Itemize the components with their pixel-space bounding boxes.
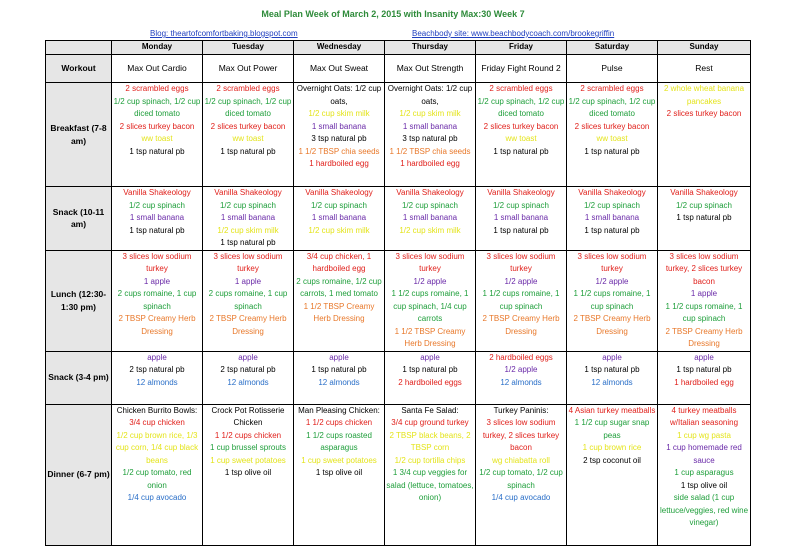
meal-item: 1 cup brussel sprouts bbox=[209, 443, 287, 452]
day-header-monday: Monday bbox=[112, 41, 203, 55]
meal-item: apple bbox=[329, 352, 349, 362]
cell-lunch-wednesday bbox=[294, 250, 385, 351]
meal-item: 1 1/2 TBSP chia seeds bbox=[298, 146, 380, 156]
row-workout bbox=[46, 55, 751, 83]
cell-snack-am-friday bbox=[476, 187, 567, 251]
meal-item: 2 slices turkey bacon bbox=[119, 121, 195, 131]
cell-dinner-wednesday bbox=[294, 404, 385, 545]
meal-item: 1/2 cup brown rice, 1/3 cup corn, 1/4 cup black beans bbox=[115, 430, 199, 465]
row-label-snack-pm: Snack (3-4 pm) bbox=[46, 351, 112, 404]
corner-cell bbox=[46, 41, 112, 55]
cell-lunch-monday bbox=[112, 250, 203, 351]
meal-item: 1 tsp olive oil bbox=[680, 480, 728, 490]
row-dinner bbox=[46, 404, 751, 545]
meal-item: 3 slices low sodium turkey bbox=[122, 251, 192, 273]
meal-item: Pulse bbox=[601, 63, 623, 74]
meal-item: 1 tsp natural pb bbox=[584, 146, 640, 156]
meal-item: 2 cups romaine, 1 cup spinach bbox=[208, 289, 288, 311]
meal-item: 1/2 cup spinach, 1/2 cup diced tomato bbox=[568, 96, 656, 118]
meal-item: 1 cup sweet potatoes bbox=[301, 455, 377, 465]
meal-item: 12 almonds bbox=[500, 377, 542, 387]
meal-item: 1 1/2 cups romaine, 1 cup spinach, 1/4 cup carrots bbox=[391, 289, 469, 323]
meal-item: 1 tsp natural pb bbox=[311, 365, 367, 374]
meal-item: 1 small banana bbox=[129, 213, 185, 222]
meal-plan-table bbox=[45, 40, 751, 546]
meal-item: 1/2 cup spinach bbox=[128, 200, 186, 210]
meal-item: 3 slices low sodium turkey bbox=[577, 251, 647, 273]
meal-item: 1 tsp natural pb bbox=[129, 146, 185, 156]
cell-snack-pm-tuesday bbox=[203, 351, 294, 404]
cell-snack-pm-wednesday bbox=[294, 351, 385, 404]
meal-item: Vanilla Shakeology bbox=[487, 188, 555, 197]
meal-item: 1 tsp natural pb bbox=[129, 225, 185, 235]
meal-item: 1 tsp natural pb bbox=[584, 225, 640, 235]
meal-item: 3 slices low sodium turkey bbox=[486, 251, 556, 273]
meal-item: 2 hardboiled eggs bbox=[489, 352, 553, 362]
meal-item: apple bbox=[238, 352, 258, 362]
meal-item: 1 small banana bbox=[220, 213, 276, 222]
meal-item: 2 TBSP Creamy Herb Dressing bbox=[482, 314, 560, 336]
meal-item: 1/2 apple bbox=[595, 276, 629, 286]
meal-item: 3 tsp natural pb bbox=[311, 134, 367, 143]
day-header-friday: Friday bbox=[476, 41, 567, 55]
meal-item: 1 tsp olive oil bbox=[315, 468, 363, 477]
meal-item: 1 hardboiled egg bbox=[400, 159, 460, 168]
meal-item: 1 apple bbox=[234, 276, 262, 286]
meal-item: 1/2 cup spinach bbox=[492, 200, 550, 210]
meal-item: Chicken Burrito Bowls: bbox=[116, 405, 198, 415]
cell-breakfast-sunday bbox=[658, 83, 751, 187]
meal-item: 1 cup wg pasta bbox=[677, 430, 731, 440]
meal-item: apple bbox=[147, 352, 167, 362]
meal-item: 1/2 cup tomato, red onion bbox=[122, 468, 192, 490]
row-label-lunch: Lunch (12:30-1:30 pm) bbox=[46, 250, 112, 351]
cell-dinner-saturday bbox=[567, 404, 658, 545]
cell-workout-sunday bbox=[658, 55, 751, 83]
meal-item: 1 1/2 TBSP Creamy Herb Dressing bbox=[394, 326, 466, 348]
meal-item: ww toast bbox=[141, 134, 173, 143]
meal-item: Man Pleasing Chicken: bbox=[298, 405, 380, 415]
meal-item: 3/4 cup ground turkey bbox=[391, 418, 469, 427]
meal-item: 1 1/2 cups roasted asparagus bbox=[306, 430, 372, 452]
meal-item: 1 tsp natural pb bbox=[402, 365, 458, 374]
meal-item: 1/2 cup skim milk bbox=[399, 109, 461, 118]
cell-workout-tuesday bbox=[203, 55, 294, 83]
meal-item: Vanilla Shakeology bbox=[214, 188, 282, 197]
row-label-snack-am: Snack (10-11 am) bbox=[46, 187, 112, 251]
meal-item: 3 slices low sodium turkey, 2 slices turkey bacon bbox=[482, 418, 560, 452]
row-label-dinner: Dinner (6-7 pm) bbox=[46, 404, 112, 545]
page-title: Meal Plan Week of March 2, 2015 with Insanity Max:30 Week 7 bbox=[261, 9, 525, 19]
cell-snack-pm-monday bbox=[112, 351, 203, 404]
meal-item: 4 Asian turkey meatballs bbox=[568, 405, 656, 415]
meal-item: 1 small banana bbox=[402, 213, 458, 222]
meal-item: 12 almonds bbox=[318, 377, 360, 387]
cell-breakfast-saturday bbox=[567, 83, 658, 187]
row-snack-pm bbox=[46, 351, 751, 404]
meal-item: 1 tsp natural pb bbox=[493, 146, 549, 156]
meal-item: 1/2 cup spinach bbox=[583, 200, 641, 210]
meal-item: 1 tsp natural pb bbox=[220, 238, 276, 247]
meal-item: 1 1/2 TBSP chia seeds bbox=[389, 146, 471, 156]
meal-item: 4 turkey meatballs w/Italian seasoning bbox=[669, 405, 739, 427]
meal-item: wg chiabatta roll bbox=[492, 455, 550, 465]
meal-item: 2 scrambled eggs bbox=[580, 84, 644, 93]
meal-item: 1/2 cup tortilla chips bbox=[394, 455, 466, 465]
cell-breakfast-thursday bbox=[385, 83, 476, 187]
meal-item: 2 scrambled eggs bbox=[489, 84, 553, 93]
beachbody-link[interactable]: Beachbody site: www.beachbodycoach.com/brookegriffin bbox=[412, 29, 615, 38]
meal-item: 2 TBSP black beans, 2 TBSP corn bbox=[389, 430, 471, 452]
meal-item: apple bbox=[602, 352, 622, 362]
row-snack-am bbox=[46, 187, 751, 251]
meal-item: 2 whole wheat banana pancakes bbox=[663, 84, 745, 106]
meal-item: 1/2 cup skim milk bbox=[308, 225, 370, 235]
cell-snack-am-saturday bbox=[567, 187, 658, 251]
cell-snack-am-tuesday bbox=[203, 187, 294, 251]
cell-dinner-monday bbox=[112, 404, 203, 545]
meal-item: 2 TBSP Creamy Herb Dressing bbox=[573, 314, 651, 336]
meal-item: 1 small banana bbox=[311, 121, 367, 131]
meal-item: Vanilla Shakeology bbox=[670, 188, 738, 197]
meal-item: Friday Fight Round 2 bbox=[481, 63, 561, 74]
cell-breakfast-tuesday bbox=[203, 83, 294, 187]
meal-item: 1 1/2 cups romaine, 1 cup spinach bbox=[573, 289, 651, 311]
meal-item: ww toast bbox=[505, 134, 537, 143]
meal-item: 1/4 cup avocado bbox=[127, 493, 187, 502]
day-header-tuesday: Tuesday bbox=[203, 41, 294, 55]
cell-dinner-tuesday bbox=[203, 404, 294, 545]
meal-item: Overnight Oats: 1/2 cup oats, bbox=[387, 84, 473, 106]
meal-item: 1 tsp natural pb bbox=[676, 365, 732, 374]
meal-item: 2 slices turkey bacon bbox=[666, 109, 742, 118]
meal-item: 1/2 cup skim milk bbox=[217, 225, 279, 235]
meal-item: 1 1/2 TBSP Creamy Herb Dressing bbox=[303, 301, 375, 323]
meal-item: 1 apple bbox=[690, 289, 718, 298]
meal-item: 1/2 cup tomato, 1/2 cup spinach bbox=[479, 468, 563, 490]
meal-item: 1 1/2 cups chicken bbox=[305, 418, 373, 427]
meal-item: 1/2 cup spinach, 1/2 cup diced tomato bbox=[113, 96, 201, 118]
meal-item: Vanilla Shakeology bbox=[123, 188, 191, 197]
meal-item: 1 tsp natural pb bbox=[493, 225, 549, 235]
meal-item: 3 slices low sodium turkey bbox=[213, 251, 283, 273]
cell-dinner-friday bbox=[476, 404, 567, 545]
meal-item: Max Out Strength bbox=[396, 63, 464, 74]
meal-item: 1 small banana bbox=[493, 213, 549, 222]
meal-item: Crock Pot Rotisserie Chicken bbox=[211, 405, 285, 427]
meal-item: Max Out Power bbox=[218, 63, 278, 74]
meal-item: 1 small banana bbox=[311, 213, 367, 222]
meal-item: 1 tsp olive oil bbox=[224, 468, 272, 477]
meal-item: Vanilla Shakeology bbox=[305, 188, 373, 197]
cell-breakfast-friday bbox=[476, 83, 567, 187]
meal-item: ww toast bbox=[232, 134, 264, 143]
row-lunch bbox=[46, 250, 751, 351]
meal-item: 1 hardboiled egg bbox=[309, 159, 369, 168]
meal-item: 2 slices turkey bacon bbox=[483, 121, 559, 131]
meal-item: 2 tsp natural pb bbox=[129, 365, 185, 374]
meal-item: 12 almonds bbox=[591, 377, 633, 387]
meal-item: Overnight Oats: 1/2 cup oats, bbox=[296, 84, 382, 106]
cell-workout-saturday bbox=[567, 55, 658, 83]
cell-snack-pm-thursday bbox=[385, 351, 476, 404]
cell-lunch-thursday bbox=[385, 250, 476, 351]
meal-item: side salad (1 cup lettuce/veggies, red wine vinegar) bbox=[659, 493, 749, 527]
meal-item: apple bbox=[420, 352, 440, 362]
meal-item: Turkey Paninis: bbox=[493, 405, 549, 415]
blog-link[interactable]: Blog: theartofcomfortbaking.blogspot.com bbox=[150, 29, 298, 38]
meal-item: 1 cup sweet potatoes bbox=[210, 455, 286, 465]
cell-breakfast-monday bbox=[112, 83, 203, 187]
meal-item: Rest bbox=[695, 63, 713, 74]
meal-item: 1 small banana bbox=[584, 213, 640, 222]
cell-snack-am-monday bbox=[112, 187, 203, 251]
meal-item: 3 tsp natural pb bbox=[402, 134, 458, 143]
day-header-saturday: Saturday bbox=[567, 41, 658, 55]
cell-workout-monday bbox=[112, 55, 203, 83]
meal-item: 1/2 cup spinach bbox=[310, 200, 368, 210]
meal-item: 1/2 cup spinach, 1/2 cup diced tomato bbox=[477, 96, 565, 118]
meal-item: 2 TBSP Creamy Herb Dressing bbox=[118, 314, 196, 336]
meal-item: Vanilla Shakeology bbox=[396, 188, 464, 197]
meal-item: 3/4 cup chicken, 1 hardboiled egg bbox=[306, 251, 372, 273]
row-label-workout: Workout bbox=[46, 55, 112, 83]
meal-item: 1/2 cup skim milk bbox=[308, 109, 370, 118]
meal-item: 1/2 cup spinach bbox=[219, 200, 277, 210]
meal-item: 2 cups romaine, 1 cup spinach bbox=[117, 289, 197, 311]
meal-item: 1 cup brown rice bbox=[582, 443, 642, 452]
meal-item: Vanilla Shakeology bbox=[578, 188, 646, 197]
meal-item: 1 1/2 cups chicken bbox=[214, 430, 282, 440]
meal-item: 3 slices low sodium turkey, 2 slices turkey bacon bbox=[665, 251, 743, 286]
meal-item: 1/2 apple bbox=[413, 276, 447, 286]
meal-item: 1 small banana bbox=[402, 121, 458, 131]
cell-lunch-sunday bbox=[658, 250, 751, 351]
meal-item: 12 almonds bbox=[227, 377, 269, 387]
meal-item: 1 tsp natural pb bbox=[584, 365, 640, 374]
meal-item: 12 almonds bbox=[136, 377, 178, 387]
meal-item: 1/2 cup spinach, 1/2 cup diced tomato bbox=[204, 96, 292, 118]
meal-item: 1 cup homemade red sauce bbox=[666, 443, 742, 465]
meal-item: 1 1/2 cups romaine, 1 cup spinach bbox=[665, 301, 743, 323]
meal-item: 1/2 apple bbox=[504, 276, 538, 286]
cell-workout-wednesday bbox=[294, 55, 385, 83]
meal-item: 2 scrambled eggs bbox=[125, 84, 189, 93]
cell-snack-pm-saturday bbox=[567, 351, 658, 404]
meal-item: 2 TBSP Creamy Herb Dressing bbox=[665, 326, 743, 348]
cell-breakfast-wednesday bbox=[294, 83, 385, 187]
meal-item: 1/4 cup avocado bbox=[491, 493, 551, 502]
meal-item: 1 apple bbox=[143, 276, 171, 286]
cell-dinner-thursday bbox=[385, 404, 476, 545]
meal-item: 2 TBSP Creamy Herb Dressing bbox=[209, 314, 287, 336]
cell-lunch-friday bbox=[476, 250, 567, 351]
meal-item: ww toast bbox=[596, 134, 628, 143]
meal-item: 1 tsp natural pb bbox=[676, 213, 732, 222]
meal-item: 2 hardboiled eggs bbox=[398, 377, 462, 387]
row-label-breakfast: Breakfast (7-8 am) bbox=[46, 83, 112, 187]
meal-item: 1/2 apple bbox=[504, 365, 538, 374]
meal-item: 2 cups romaine, 1/2 cup carrots, 1 med tomato bbox=[296, 276, 382, 298]
cell-snack-pm-friday bbox=[476, 351, 567, 404]
cell-workout-thursday bbox=[385, 55, 476, 83]
meal-item: 1 tsp natural pb bbox=[220, 146, 276, 156]
row-breakfast bbox=[46, 83, 751, 187]
cell-lunch-saturday bbox=[567, 250, 658, 351]
meal-item: 2 tsp coconut oil bbox=[583, 455, 641, 465]
cell-workout-friday bbox=[476, 55, 567, 83]
meal-item: 1 1/2 cups romaine, 1 cup spinach bbox=[482, 289, 560, 311]
meal-item: Santa Fe Salad: bbox=[401, 405, 459, 415]
meal-item: 3 slices low sodium turkey bbox=[395, 251, 465, 273]
meal-item: 1 hardboiled egg bbox=[674, 377, 734, 387]
meal-item: 3/4 cup chicken bbox=[129, 418, 185, 427]
cell-snack-pm-sunday bbox=[658, 351, 751, 404]
meal-item: 2 slices turkey bacon bbox=[210, 121, 286, 131]
day-header-sunday: Sunday bbox=[658, 41, 751, 55]
meal-item: 1/2 cup skim milk bbox=[399, 225, 461, 235]
header-row bbox=[46, 41, 751, 55]
day-header-wednesday: Wednesday bbox=[294, 41, 385, 55]
meal-item: Max Out Sweat bbox=[309, 63, 369, 74]
meal-item: 1 1/2 cup sugar snap peas bbox=[574, 418, 650, 440]
meal-item: 1 cup asparagus bbox=[674, 468, 734, 477]
meal-item: apple bbox=[694, 352, 714, 362]
cell-snack-am-sunday bbox=[658, 187, 751, 251]
meal-item: 1/2 cup spinach bbox=[675, 200, 733, 210]
meal-item: 1/2 cup spinach bbox=[401, 200, 459, 210]
cell-snack-am-wednesday bbox=[294, 187, 385, 251]
cell-snack-am-thursday bbox=[385, 187, 476, 251]
meal-item: 2 slices turkey bacon bbox=[574, 121, 650, 131]
meal-item: Max Out Cardio bbox=[127, 63, 187, 74]
meal-item: 1 3/4 cup veggies for salad (lettuce, tomatoes, onion) bbox=[386, 468, 474, 502]
cell-lunch-tuesday bbox=[203, 250, 294, 351]
meal-item: 2 scrambled eggs bbox=[216, 84, 280, 93]
day-header-thursday: Thursday bbox=[385, 41, 476, 55]
meal-item: 2 tsp natural pb bbox=[220, 365, 276, 374]
cell-dinner-sunday bbox=[658, 404, 751, 545]
